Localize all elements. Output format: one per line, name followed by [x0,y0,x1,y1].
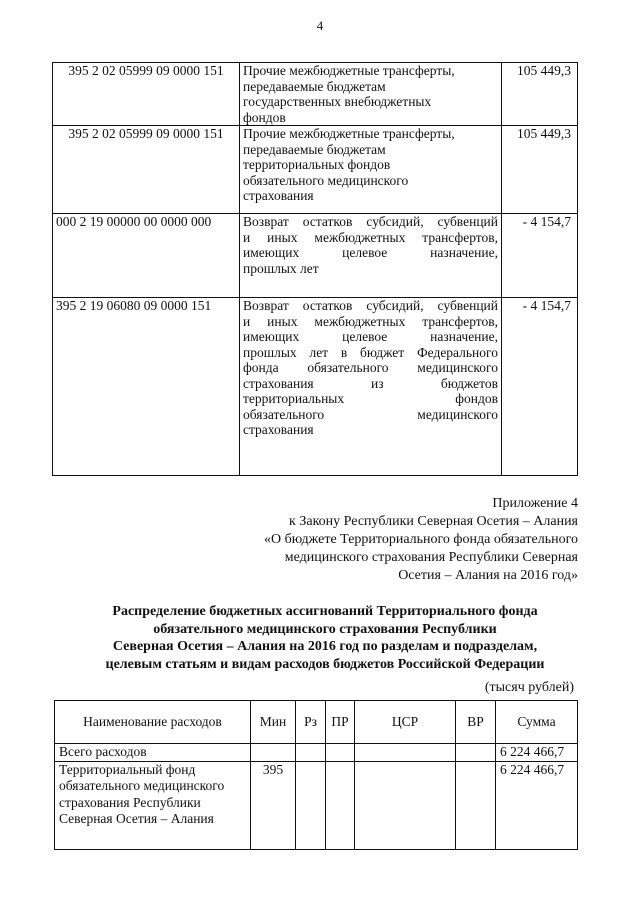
row-description: Возврат остатков субсидий, субвенций и иных межбюджетных трансфертов, имеющих целевое назначение, прошлых лет [240,214,502,298]
expense-csr [355,761,456,849]
expense-sum: 6 224 466,7 [496,744,578,762]
budget-code: 000 2 19 00000 00 0000 000 [53,214,240,298]
appendix-line: Осетия – Алания на 2016 год» [398,568,578,583]
expense-rz [296,761,326,849]
row-description: Возврат остатков субсидий, субвенций и иных межбюджетных трансфертов, имеющих целевое назначение, прошлых лет в бюджет Федерального фонда обязательного медицинского страхования из бюджетов территориальных фондов обязательного медицинского страхования [240,298,502,476]
expense-name: Всего расходов [55,744,251,762]
expense-pr [326,744,355,762]
row-amount: 105 449,3 [502,63,578,126]
budget-code: 395 2 02 05999 09 0000 151 [53,126,240,214]
table-row [55,744,578,762]
row-amount: - 4 154,7 [502,298,578,476]
page-number: 4 [316,18,324,33]
row-description: Прочие межбюджетные трансферты, передаваемые бюджетам территориальных фондов обязательного медицинского страхования [240,126,502,214]
table-row [53,126,578,214]
table-header-row [55,701,578,744]
expense-sum: 6 224 466,7 [496,761,578,849]
budget-code: 395 2 19 06080 09 0000 151 [53,298,240,476]
table-row [53,63,578,126]
expense-min [251,744,296,762]
section-heading: Распределение бюджетных ассигнований Территориального фонда обязательного медицинского страхования Республики Северная Осетия – Алания на 2016 год по разделам и подразделам, целевым статьям и видам расходов бюджетов Российской Федерации [105,604,545,672]
col-header-sum: Сумма [496,701,578,744]
expense-name: Территориальный фонд обязательного медицинского страхования Республики Северная Осетия – Алания [55,761,251,849]
table-row [53,214,578,298]
table-row [53,298,578,476]
appendix-title: Приложение 4 [492,496,578,511]
expense-min: 395 [251,761,296,849]
col-header-pr: ПР [326,701,355,744]
col-header-csr: ЦСР [355,701,456,744]
expense-vr [456,761,496,849]
col-header-rz: Рз [296,701,326,744]
col-header-name: Наименование расходов [55,701,251,744]
col-header-vr: ВР [456,701,496,744]
revenue-table [52,62,578,476]
expense-pr [326,761,355,849]
appendix-note [264,495,578,585]
row-description: Прочие межбюджетные трансферты, передаваемые бюджетам государственных внебюджетных фондов [240,63,502,126]
appendix-line: медицинского страхования Республики Северная [284,550,578,565]
units-label: (тысяч рублей) [484,680,574,695]
row-amount: - 4 154,7 [502,214,578,298]
budget-code: 395 2 02 05999 09 0000 151 [53,63,240,126]
expense-csr [355,744,456,762]
appendix-line: к Закону Республики Северная Осетия – Алания [289,514,578,529]
expenses-table [54,700,578,850]
expense-vr [456,744,496,762]
col-header-min: Мин [251,701,296,744]
expense-rz [296,744,326,762]
appendix-line: «О бюджете Территориального фонда обязательного [264,532,578,547]
row-amount: 105 449,3 [502,126,578,214]
table-row [55,761,578,849]
